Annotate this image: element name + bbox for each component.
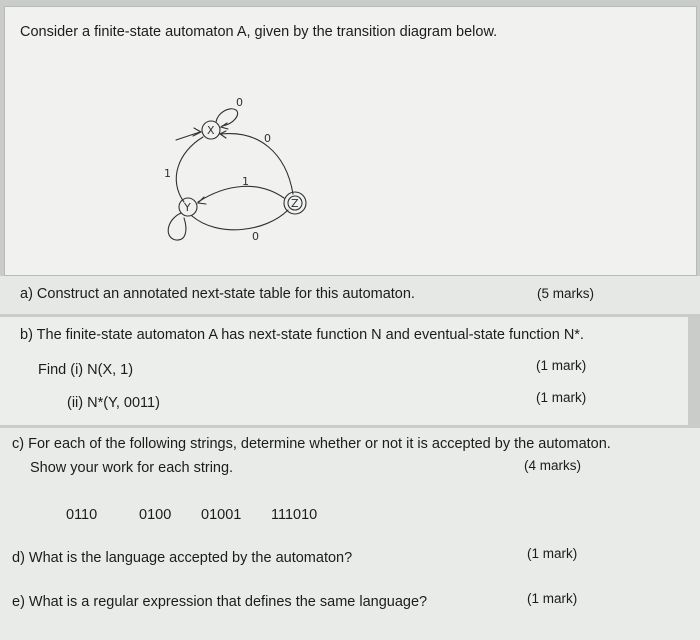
x-loop-label: 0	[236, 96, 243, 109]
y-self-loop	[168, 213, 186, 240]
part-b-marks-ii: (1 mark)	[536, 390, 587, 405]
y-to-z-lower-arc	[192, 210, 288, 230]
part-b-find-i: Find (i) N(X, 1)	[38, 362, 134, 378]
state-y-label: Y	[184, 201, 191, 214]
string-item: 01001	[201, 507, 242, 523]
x-to-z-arc	[221, 134, 293, 194]
part-d-text: d) What is the language accepted by the automaton?	[12, 550, 353, 566]
intro-panel	[4, 6, 697, 276]
part-e-text: e) What is a regular expression that defines the same language?	[12, 594, 428, 610]
start-arrow	[176, 132, 200, 140]
z-to-y-upper-arc	[198, 186, 284, 202]
part-b-find-ii: (ii) N*(Y, 0011)	[67, 395, 160, 411]
part-a-marks: (5 marks)	[537, 286, 594, 301]
part-b-text: b) The finite-state automaton A has next-state function N and eventual-state function N*.	[20, 327, 584, 343]
yx-label: 1	[164, 167, 171, 180]
y-to-x-arc	[176, 137, 203, 202]
xz-label: 0	[264, 132, 271, 145]
part-c-line2: Show your work for each string.	[30, 460, 234, 476]
zy-label: 1	[242, 175, 249, 188]
string-item: 111010	[271, 507, 318, 523]
x-to-z-head	[220, 131, 226, 138]
part-b-marks-i: (1 mark)	[536, 358, 587, 373]
transition-diagram	[148, 92, 328, 252]
string-item: 0100	[139, 507, 172, 523]
state-x-label: X	[207, 124, 215, 137]
intro-text: Consider a finite-state automaton A, given by the transition diagram below.	[20, 24, 498, 40]
yz-label: 0	[252, 230, 259, 243]
string-item: 0110	[66, 507, 98, 523]
start-arrowhead	[193, 128, 201, 136]
part-a-text: a) Construct an annotated next-state table for this automaton.	[20, 286, 415, 302]
part-c-line1: c) For each of the following strings, determine whether or not it is accepted by the automaton.	[12, 436, 611, 452]
part-e-marks: (1 mark)	[527, 591, 578, 606]
state-z-label: Z	[291, 197, 299, 210]
part-c-marks: (4 marks)	[524, 458, 581, 473]
part-d-marks: (1 mark)	[527, 546, 578, 561]
